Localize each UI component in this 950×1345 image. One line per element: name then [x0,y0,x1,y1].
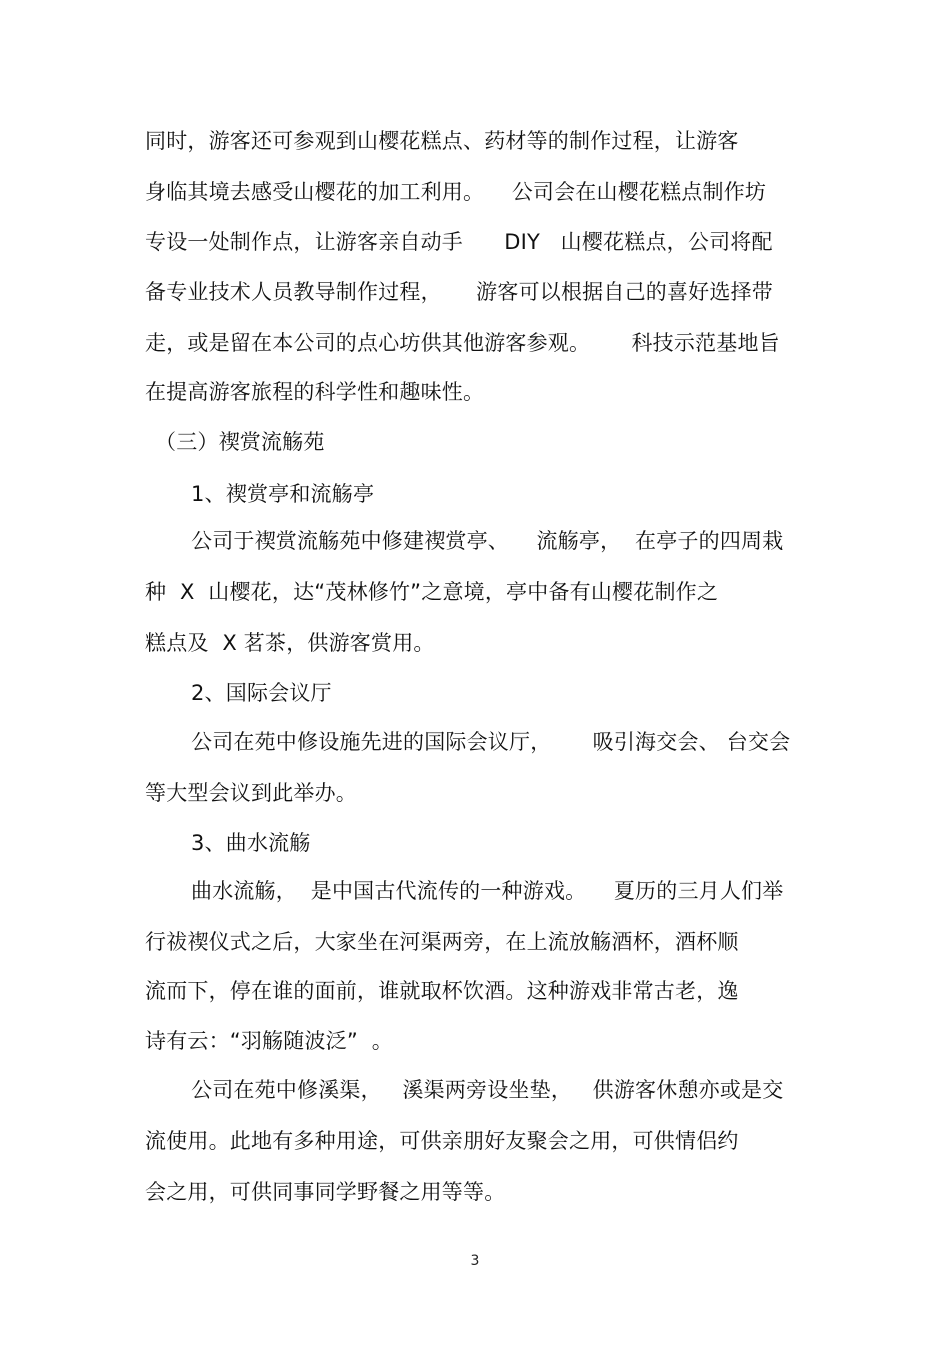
text-line: 公司在苑中修设施先进的国际会议厅， 吸引海交会、 台交会 [191,730,791,754]
text-line: 种 X 山樱花，达“茂林修竹”之意境，亭中备有山樱花制作之 [145,580,719,604]
text-line: 诗有云：“羽觞随波泛” 。 [145,1029,393,1053]
text-line: 会之用，可供同事同学野餐之用等等。 [145,1180,506,1204]
text-line: 公司于禊赏流觞苑中修建禊赏亭、 流觞亭， 在亭子的四周栽 [191,529,784,553]
text-line: 流使用。此地有多种用途，可供亲朋好友聚会之用，可供情侣约 [145,1129,739,1153]
page-number: 3 [470,1253,480,1269]
text-line: 流而下，停在谁的面前，谁就取杯饮酒。这种游戏非常古老，逸 [145,979,739,1003]
text-line: 同时，游客还可参观到山樱花糕点、药材等的制作过程，让游客 [145,129,739,153]
text-line: 走，或是留在本公司的点心坊供其他游客参观。 科技示范基地旨 [145,331,780,355]
text-line: 糕点及 X 茗茶，供游客赏用。 [145,631,435,655]
section-heading: （三）禊赏流觞苑 [155,430,325,454]
text-line: 在提高游客旅程的科学性和趣味性。 [145,380,485,404]
text-line: 行祓禊仪式之后，大家坐在河渠两旁，在上流放觞酒杯，酒杯顺 [145,930,739,954]
subsection-heading: 3、曲水流觞 [191,831,311,855]
text-line: 公司在苑中修溪渠， 溪渠两旁设坐垫， 供游客休憩亦或是交 [191,1078,784,1102]
text-line: 备专业技术人员教导制作过程， 游客可以根据自己的喜好选择带 [145,280,773,304]
text-line: 曲水流觞， 是中国古代流传的一种游戏。 夏历的三月人们举 [191,879,784,903]
text-line: 身临其境去感受山樱花的加工利用。 公司会在山樱花糕点制作坊 [145,180,767,204]
text-line: 等大型会议到此举办。 [145,781,357,805]
text-line: 专设一处制作点，让游客亲自动手 DIY 山樱花糕点，公司将配 [145,230,773,254]
subsection-heading: 1、禊赏亭和流觞亭 [191,482,375,506]
subsection-heading: 2、国际会议厅 [191,681,332,705]
